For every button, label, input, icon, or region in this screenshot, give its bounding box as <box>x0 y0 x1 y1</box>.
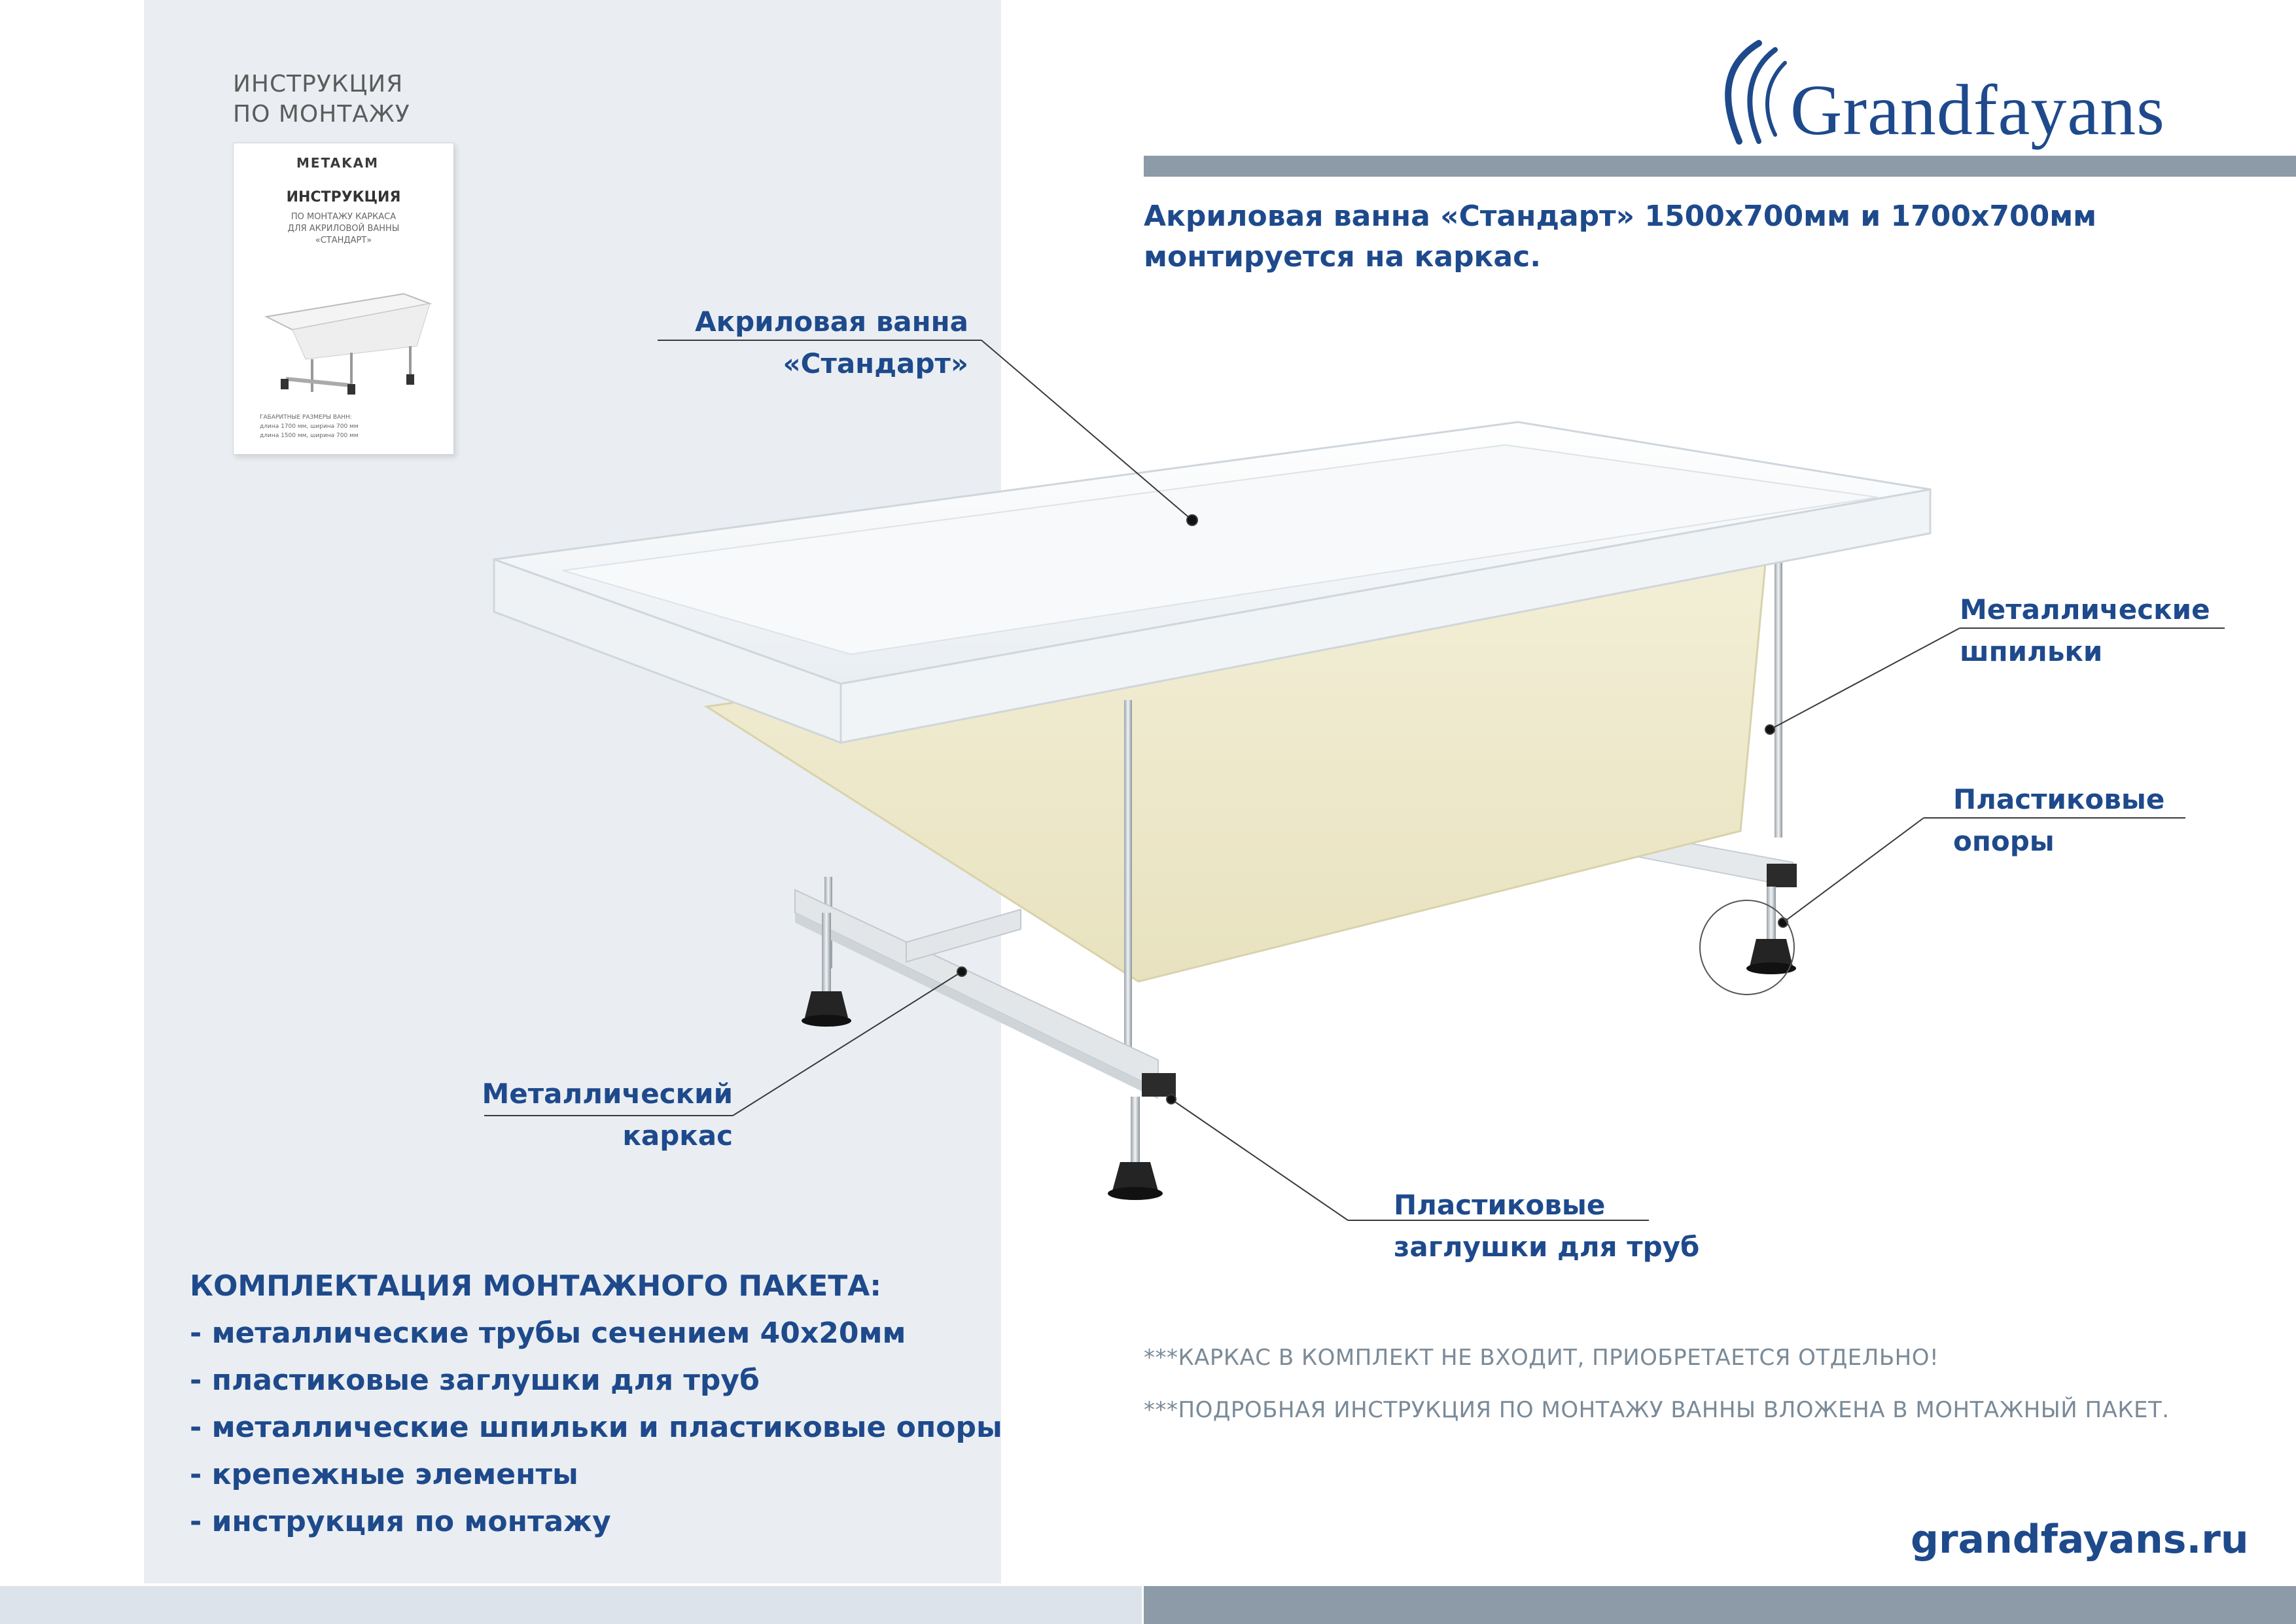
callout-bath <box>661 301 968 385</box>
note-frame-sold-separately: ***КАРКАС В КОМПЛЕКТ НЕ ВХОДИТ, ПРИОБРЕТАЕТСЯ ОТДЕЛЬНО! <box>1144 1345 1939 1371</box>
leg-rear <box>1767 887 1776 939</box>
callout-frame-line-1: Металлический <box>482 1078 733 1110</box>
kit-contents <box>190 1263 1002 1545</box>
callout-frame-line-2: каркас <box>622 1120 733 1152</box>
website-link[interactable]: grandfayans.ru <box>1911 1517 2249 1562</box>
callout-supports-line-1: Пластиковые <box>1953 783 2165 815</box>
instruction-title-line-2: ПО МОНТАЖУ <box>233 101 410 128</box>
callout-bath-line-2: «Стандарт» <box>783 347 968 380</box>
instruction-title-line-1: ИНСТРУКЦИЯ <box>233 71 404 97</box>
callout-frame <box>458 1073 733 1157</box>
callout-studs-line-2: шпильки <box>1960 635 2103 667</box>
callout-caps <box>1394 1184 1699 1268</box>
callout-caps-line-2: заглушки для труб <box>1394 1231 1700 1263</box>
product-headline: Акриловая ванна «Стандарт» 1500х700мм и 1700х700мм монтируется на каркас. <box>1144 200 2097 274</box>
leg-front-right <box>1131 1097 1140 1162</box>
kit-item: - металлические трубы сечением 40х20мм <box>190 1316 906 1350</box>
stud-rear <box>1775 537 1782 838</box>
kit-item: - пластиковые заглушки для труб <box>190 1364 760 1397</box>
leg-front-left <box>822 913 831 991</box>
kit-item: - инструкция по монтажу <box>190 1505 611 1538</box>
callout-bath-line-1: Акриловая ванна <box>695 306 968 338</box>
kit-item: - металлические шпильки и пластиковые опоры <box>190 1411 1002 1444</box>
callout-caps-line-1: Пластиковые <box>1394 1189 1606 1221</box>
thumbnail-brand: METAKAM <box>296 155 380 171</box>
note-instructions-included: ***ПОДРОБНАЯ ИНСТРУКЦИЯ ПО МОНТАЖУ ВАННЫ ВЛОЖЕНА В МОНТАЖНЫЙ ПАКЕТ. <box>1144 1397 2170 1423</box>
foot-rear <box>1750 939 1793 966</box>
kit-title: КОМПЛЕКТАЦИЯ МОНТАЖНОГО ПАКЕТА: <box>190 1269 881 1303</box>
stud-front <box>1124 700 1132 1080</box>
brand-logo: Grandfayans <box>1790 70 2165 150</box>
foot-front-left <box>805 991 848 1017</box>
foot-front-right <box>1112 1162 1158 1191</box>
thumbnail-heading: ИНСТРУКЦИЯ <box>286 189 401 205</box>
thumbnail-subtitle: ПО МОНТАЖУ КАРКАСА ДЛЯ АКРИЛОВОЙ ВАННЫ «СТАНДАРТ» <box>287 212 400 245</box>
callout-supports-line-2: опоры <box>1953 825 2055 857</box>
thumbnail-dimensions: ГАБАРИТНЫЕ РАЗМЕРЫ ВАНН: длина 1700 мм, ширина 700 мм длина 1500 мм, ширина 700 мм <box>260 414 359 439</box>
callout-studs-line-1: Металлические <box>1960 593 2210 626</box>
callout-studs <box>1960 589 2210 673</box>
kit-item: - крепежные элементы <box>190 1458 578 1491</box>
callout-supports <box>1953 779 2164 862</box>
